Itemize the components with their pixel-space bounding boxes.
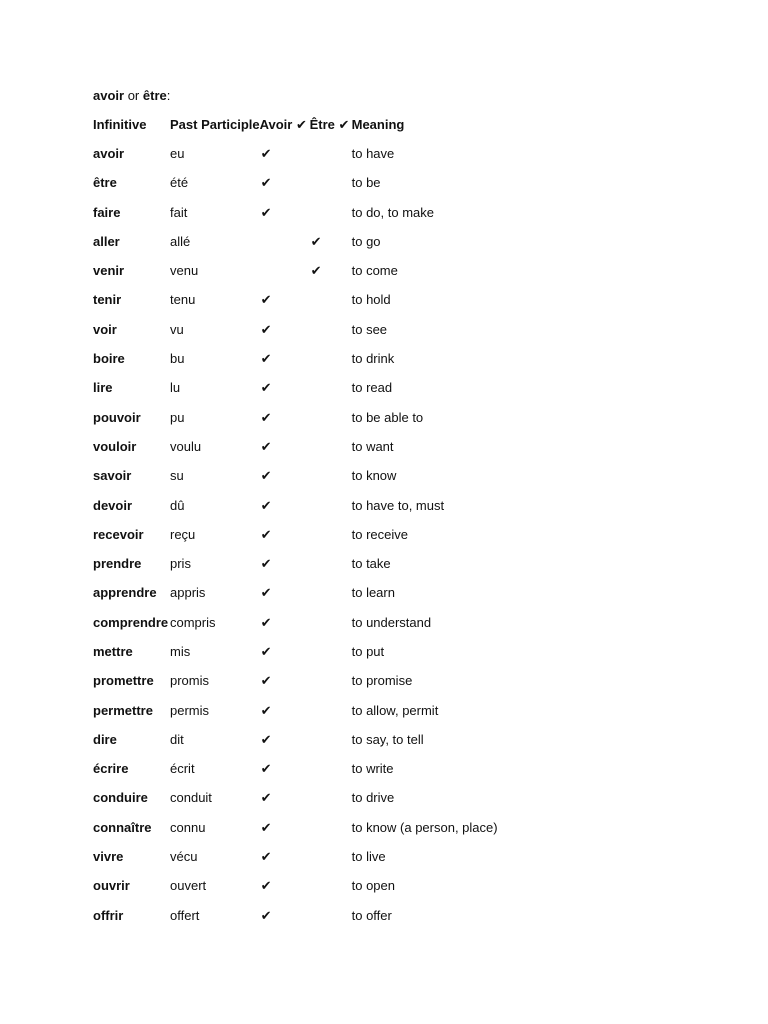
etre-check-cell (310, 461, 352, 490)
avoir-check-cell (260, 666, 310, 695)
infinitive-cell: connaître (93, 819, 152, 835)
check-mark-icon: ✔ (260, 204, 272, 220)
table-row (93, 227, 572, 256)
meaning-cell: to read (351, 380, 393, 396)
infinitive-cell: être (93, 175, 117, 191)
avoir-check-cell (260, 139, 310, 168)
infinitive-cell: vivre (93, 849, 124, 865)
avoir-check-cell (260, 344, 310, 373)
past-participle-cell: fait (170, 204, 188, 220)
table-row (93, 608, 572, 637)
etre-check-cell (310, 754, 352, 783)
check-mark-icon: ✔ (260, 849, 272, 865)
check-mark-icon: ✔ (260, 321, 272, 337)
infinitive-cell: vouloir (93, 438, 137, 454)
avoir-check-cell (260, 813, 310, 842)
past-participle-cell: lu (170, 380, 181, 396)
meaning-cell: to understand (351, 614, 432, 630)
past-participle-cell: eu (170, 145, 185, 161)
past-participle-cell: été (170, 175, 189, 191)
meaning-cell: to hold (351, 292, 391, 308)
past-participle-cell: promis (170, 673, 210, 689)
check-mark-icon: ✔ (260, 761, 272, 777)
avoir-check-cell (260, 608, 310, 637)
etre-check-cell (310, 490, 352, 519)
check-mark-icon: ✔ (260, 497, 272, 513)
etre-check-cell (310, 227, 352, 256)
check-mark-icon: ✔ (260, 556, 272, 572)
table-row (93, 901, 572, 930)
check-mark-icon: ✔ (260, 292, 272, 308)
etre-check-cell (310, 549, 352, 578)
infinitive-cell: avoir (93, 145, 125, 161)
infinitive-cell: venir (93, 263, 125, 279)
avoir-check-cell (260, 725, 310, 754)
table-row (93, 754, 572, 783)
infinitive-cell: offrir (93, 907, 124, 923)
past-participle-cell: permis (170, 702, 210, 718)
etre-check-cell (310, 725, 352, 754)
etre-check-cell (310, 901, 352, 930)
meaning-cell: to offer (351, 907, 392, 923)
infinitive-cell: écrire (93, 761, 129, 777)
past-participle-cell: écrit (170, 761, 195, 777)
etre-check-cell (310, 402, 352, 431)
header-avoir: Avoir ✔ (259, 116, 307, 132)
table-row (93, 373, 572, 402)
meaning-cell: to live (351, 849, 386, 865)
title-suffix: : (166, 88, 171, 103)
infinitive-cell: mettre (93, 643, 133, 659)
avoir-check-cell (260, 695, 310, 724)
infinitive-cell: conduire (93, 790, 148, 806)
table-row (93, 168, 572, 197)
meaning-cell: to take (351, 556, 391, 572)
meaning-cell: to be able to (351, 409, 424, 425)
table-row (93, 432, 572, 461)
title-etre: être (142, 88, 167, 103)
title-avoir: avoir (93, 88, 125, 103)
past-participle-cell: voulu (170, 438, 202, 454)
table-row (93, 197, 572, 226)
header-etre: Être ✔ (309, 116, 350, 132)
table-row (93, 695, 572, 724)
table-row (93, 813, 572, 842)
table-row (93, 402, 572, 431)
past-participle-cell: tenu (170, 292, 196, 308)
avoir-check-cell (260, 490, 310, 519)
past-participle-cell: connu (170, 819, 206, 835)
table-row (93, 666, 572, 695)
check-mark-icon: ✔ (260, 585, 272, 601)
avoir-check-cell (260, 578, 310, 607)
check-mark-icon: ✔ (260, 731, 272, 747)
past-participle-cell: appris (170, 585, 206, 601)
check-mark-icon: ✔ (310, 233, 322, 249)
check-mark-icon: ✔ (260, 673, 272, 689)
past-participle-cell: vécu (170, 849, 198, 865)
check-mark-icon: ✔ (260, 614, 272, 630)
check-mark-icon: ✔ (260, 409, 272, 425)
infinitive-cell: aller (93, 233, 120, 249)
avoir-check-cell (260, 197, 310, 226)
header-infinitive: Infinitive (93, 116, 147, 132)
past-participle-cell: bu (170, 351, 185, 367)
past-participle-cell: offert (170, 907, 200, 923)
past-participle-cell: pu (170, 409, 185, 425)
verb-rows (93, 139, 572, 930)
verb-table (93, 110, 572, 930)
etre-check-cell (310, 168, 352, 197)
avoir-check-cell (260, 549, 310, 578)
document-title (93, 87, 170, 104)
meaning-cell: to drive (351, 790, 395, 806)
meaning-cell: to write (351, 761, 394, 777)
past-participle-cell: reçu (170, 526, 196, 542)
meaning-cell: to allow, permit (351, 702, 439, 718)
table-row (93, 725, 572, 754)
meaning-cell: to promise (351, 673, 413, 689)
table-row (93, 549, 572, 578)
etre-check-cell (310, 813, 352, 842)
table-row (93, 637, 572, 666)
check-mark-icon: ✔ (260, 702, 272, 718)
check-mark-icon: ✔ (260, 351, 272, 367)
etre-check-cell (310, 432, 352, 461)
meaning-cell: to be (351, 175, 381, 191)
table-row (93, 490, 572, 519)
avoir-check-cell (260, 227, 310, 256)
avoir-check-cell (260, 168, 310, 197)
title-connector: or (127, 88, 140, 103)
table-row (93, 256, 572, 285)
check-mark-icon: ✔ (260, 145, 272, 161)
avoir-check-cell (260, 315, 310, 344)
header-meaning: Meaning (351, 116, 405, 132)
etre-check-cell (310, 695, 352, 724)
avoir-check-cell (260, 285, 310, 314)
etre-check-cell (310, 197, 352, 226)
meaning-cell: to have to, must (351, 497, 445, 513)
meaning-cell: to say, to tell (351, 731, 424, 747)
avoir-check-cell (260, 432, 310, 461)
etre-check-cell (310, 842, 352, 871)
check-mark-icon: ✔ (310, 263, 322, 279)
check-mark-icon: ✔ (260, 526, 272, 542)
avoir-check-cell (260, 256, 310, 285)
infinitive-cell: ouvrir (93, 878, 130, 894)
avoir-check-cell (260, 842, 310, 871)
check-mark-icon: ✔ (260, 878, 272, 894)
infinitive-cell: dire (93, 731, 117, 747)
check-mark-icon: ✔ (260, 468, 272, 484)
avoir-check-cell (260, 461, 310, 490)
etre-check-cell (310, 520, 352, 549)
table-row (93, 842, 572, 871)
avoir-check-cell (260, 637, 310, 666)
meaning-cell: to do, to make (351, 204, 434, 220)
infinitive-cell: savoir (93, 468, 132, 484)
infinitive-cell: comprendre (93, 614, 169, 630)
avoir-check-cell (260, 754, 310, 783)
infinitive-cell: tenir (93, 292, 122, 308)
past-participle-cell: su (170, 468, 184, 484)
table-row (93, 871, 572, 900)
etre-check-cell (310, 139, 352, 168)
past-participle-cell: compris (170, 614, 216, 630)
infinitive-cell: devoir (93, 497, 133, 513)
etre-check-cell (310, 608, 352, 637)
table-row (93, 461, 572, 490)
meaning-cell: to see (351, 321, 388, 337)
etre-check-cell (310, 344, 352, 373)
infinitive-cell: faire (93, 204, 121, 220)
etre-check-cell (310, 871, 352, 900)
check-mark-icon: ✔ (260, 790, 272, 806)
past-participle-cell: pris (170, 556, 191, 572)
infinitive-cell: prendre (93, 556, 142, 572)
table-row (93, 315, 572, 344)
meaning-cell: to know (351, 468, 397, 484)
table-row (93, 285, 572, 314)
past-participle-cell: conduit (170, 790, 212, 806)
table-row (93, 520, 572, 549)
infinitive-cell: boire (93, 351, 125, 367)
avoir-check-cell (260, 901, 310, 930)
meaning-cell: to know (a person, place) (351, 819, 498, 835)
meaning-cell: to drink (351, 351, 395, 367)
past-participle-cell: vu (170, 321, 184, 337)
check-mark-icon: ✔ (260, 819, 272, 835)
meaning-cell: to put (351, 643, 385, 659)
past-participle-cell: venu (170, 263, 199, 279)
infinitive-cell: permettre (93, 702, 153, 718)
table-row (93, 344, 572, 373)
past-participle-cell: ouvert (170, 878, 207, 894)
past-participle-cell: dû (170, 497, 185, 513)
etre-check-cell (310, 666, 352, 695)
avoir-check-cell (260, 783, 310, 812)
infinitive-cell: pouvoir (93, 409, 141, 425)
header-past-participle: Past Participle (170, 116, 260, 132)
etre-check-cell (310, 315, 352, 344)
table-row (93, 139, 572, 168)
infinitive-cell: promettre (93, 673, 154, 689)
etre-check-cell (310, 285, 352, 314)
check-mark-icon: ✔ (260, 438, 272, 454)
etre-check-cell (310, 783, 352, 812)
past-participle-cell: allé (170, 233, 191, 249)
infinitive-cell: apprendre (93, 585, 157, 601)
avoir-check-cell (260, 373, 310, 402)
etre-check-cell (310, 578, 352, 607)
infinitive-cell: voir (93, 321, 117, 337)
meaning-cell: to come (351, 263, 398, 279)
infinitive-cell: recevoir (93, 526, 144, 542)
avoir-check-cell (260, 871, 310, 900)
past-participle-cell: mis (170, 643, 191, 659)
meaning-cell: to want (351, 438, 394, 454)
meaning-cell: to open (351, 878, 395, 894)
table-header-row (93, 110, 572, 139)
meaning-cell: to have (351, 145, 395, 161)
avoir-check-cell (260, 520, 310, 549)
check-mark-icon: ✔ (260, 643, 272, 659)
table-row (93, 578, 572, 607)
etre-check-cell (310, 637, 352, 666)
table-row (93, 783, 572, 812)
etre-check-cell (310, 256, 352, 285)
check-mark-icon: ✔ (260, 175, 272, 191)
meaning-cell: to learn (351, 585, 395, 601)
infinitive-cell: lire (93, 380, 113, 396)
avoir-check-cell (260, 402, 310, 431)
check-mark-icon: ✔ (260, 380, 272, 396)
meaning-cell: to go (351, 233, 381, 249)
past-participle-cell: dit (170, 731, 184, 747)
check-mark-icon: ✔ (260, 907, 272, 923)
meaning-cell: to receive (351, 526, 408, 542)
etre-check-cell (310, 373, 352, 402)
